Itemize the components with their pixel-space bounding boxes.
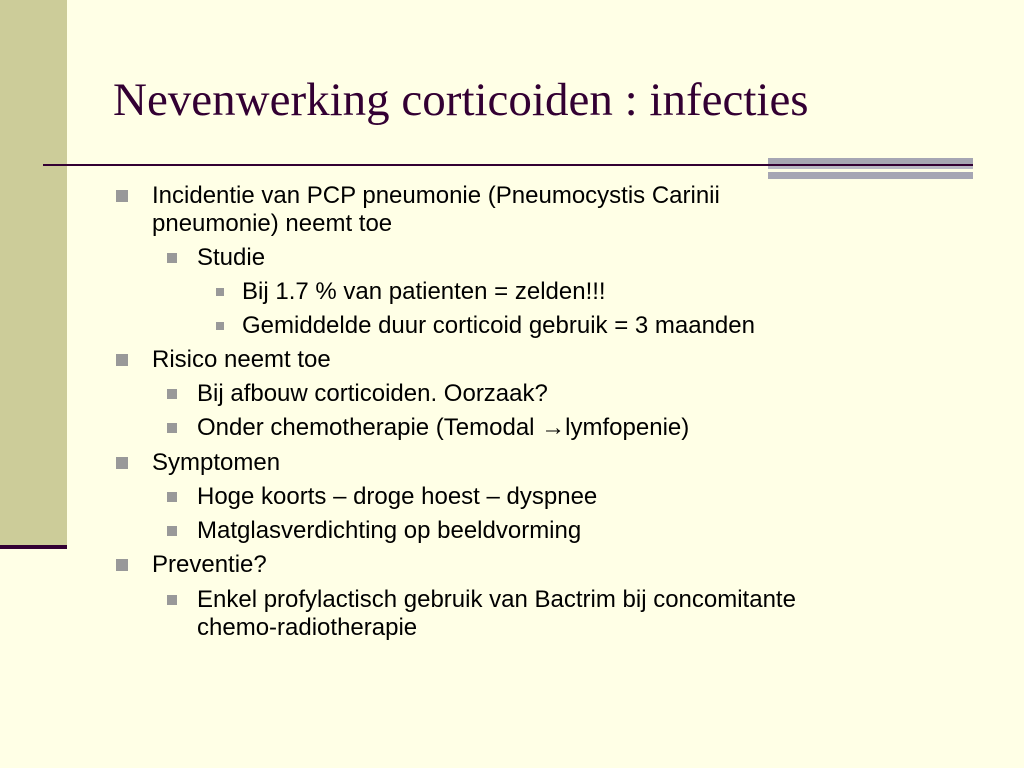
square-bullet-icon xyxy=(167,423,177,433)
bullet-item xyxy=(197,586,796,642)
bullet-item xyxy=(152,551,267,579)
square-bullet-icon xyxy=(167,389,177,399)
bullet-text: Symptomen xyxy=(152,449,281,476)
square-bullet-icon xyxy=(216,288,224,296)
bullet-item xyxy=(152,182,720,238)
bullet-item xyxy=(152,449,280,477)
bullet-item xyxy=(242,312,755,340)
bullet-text: Matglasverdichting op beeldvorming xyxy=(197,517,582,544)
bullet-text: Studie xyxy=(197,244,266,271)
slide-title: Nevenwerking corticoiden : infecties xyxy=(113,74,809,126)
bullet-text: Bij afbouw corticoiden. Oorzaak? xyxy=(197,380,548,407)
bullet-text: Preventie? xyxy=(152,551,267,578)
bullet-text: Risico neemt toe xyxy=(152,346,331,373)
bullet-text: Gemiddelde duur corticoid gebruik = 3 maanden xyxy=(242,312,755,339)
square-bullet-icon xyxy=(116,354,128,366)
square-bullet-icon xyxy=(216,322,224,330)
bullet-text: Hoge koorts – droge hoest – dyspnee xyxy=(197,483,598,510)
bullet-text: Enkel profylactisch gebruik van Bactrim bij concomitante xyxy=(197,586,796,613)
bullet-item xyxy=(242,278,606,306)
square-bullet-icon xyxy=(116,190,128,202)
bullet-item xyxy=(197,414,689,442)
bullet-item xyxy=(197,380,548,408)
bullet-item xyxy=(197,483,597,511)
square-bullet-icon xyxy=(167,492,177,502)
square-bullet-icon xyxy=(116,457,128,469)
square-bullet-icon xyxy=(116,559,128,571)
bullet-text: chemo-radiotherapie xyxy=(197,614,418,641)
bullet-item xyxy=(197,244,265,272)
bullet-text: Bij 1.7 % van patienten = zelden!!! xyxy=(242,278,606,305)
bullet-text: Incidentie van PCP pneumonie (Pneumocystis Carinii xyxy=(152,182,720,209)
bullet-item xyxy=(152,346,331,374)
bullet-text: pneumonie) neemt toe xyxy=(152,210,393,237)
square-bullet-icon xyxy=(167,253,177,263)
bullet-item xyxy=(197,517,581,545)
square-bullet-icon xyxy=(167,526,177,536)
square-bullet-icon xyxy=(167,595,177,605)
bullet-text: Onder chemotherapie (Temodal →lymfopenie) xyxy=(197,414,690,441)
